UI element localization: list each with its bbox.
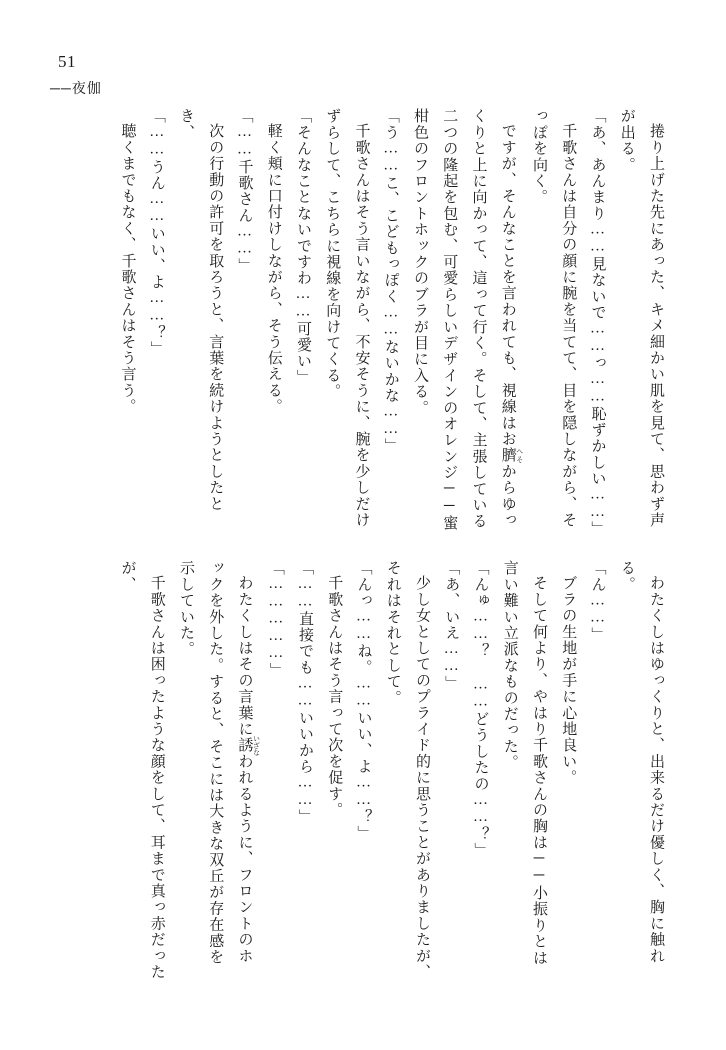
paragraph: 千歌さんはそう言って次を促す。 — [326, 575, 343, 818]
paragraph: 「……………」 — [267, 560, 284, 679]
paragraph: 「ん……」 — [589, 560, 606, 643]
paragraph: 「あ、いえ……」 — [443, 560, 460, 692]
paragraph: そして何より、やはり千歌さんの胸は──小振りとは言い難い立派なものだった。 — [501, 560, 547, 966]
running-head: ──夜伽 — [50, 82, 102, 97]
paragraph: 「……直接でも……いいから……」 — [297, 560, 313, 826]
paragraph: 次の行動の許可を取ろうと、言葉を続けようとしたとき、 — [178, 108, 224, 512]
paragraph: 「んっ……ね。……いい、よ……？」 — [355, 560, 372, 842]
paragraph: 千歌さんは自分の顔に腕を当てて、目を隠しながら、そっぽを向く。 — [531, 108, 577, 528]
paragraph: 軽く頬に口付けしながら、そう伝える。 — [265, 123, 282, 415]
paragraph: わたくしはゆっくりと、出来るだけ優しく、胸に触れる。 — [618, 560, 664, 964]
paragraph: 「……うん……いい、よ……？」 — [148, 108, 165, 357]
ruby-heso: 臍 へそ — [499, 447, 524, 464]
paragraph: 「う……こ、こどもっぽく……ないかな……」 — [382, 108, 399, 455]
paragraph: ですが、そんなことを言われても、視線はお臍 へそからゆっくりと上に向かって、這って行く。そして、主張している二つの隆起を包む、可愛らしいデザインのオレンジ──蜜柑色のフロントホックのブラが目に入る。 — [412, 108, 524, 532]
body-text-bottom — [110, 560, 670, 980]
paragraph: 捲り上げた先にあった、キメ細かい肌を見て、思わず声が出る。 — [618, 108, 664, 528]
paragraph: 「んゅ……？ ……どうしたの……？」 — [472, 560, 489, 859]
body-text-top — [110, 108, 670, 538]
paragraph: わたくしはその言葉に誘 いざなわれるように、フロントのホックを外した。すると、そこには大きな双丘が存在感を示していた。 — [178, 560, 261, 965]
paragraph: 「あ、あんまり……見ないで……っ……恥ずかしい……」 — [589, 108, 606, 538]
ruby-izana: 誘 いざな — [236, 734, 261, 756]
paragraph: 「……千歌さん……」 — [236, 108, 253, 274]
paragraph: 千歌さんはそう言いながら、不安そうに、腕を少しだけずらして、こちらに視線を向けてくる。 — [324, 108, 370, 528]
page-number: 51 — [58, 52, 76, 71]
paragraph: 「そんなことないですわ……可愛い」 — [295, 108, 311, 386]
paragraph: 千歌さんは困ったような顔をして、耳まで真っ赤だったが、 — [119, 560, 165, 980]
paragraph: 聴くまでもなく、千歌さんはそう言う。 — [119, 123, 136, 415]
paragraph: 少し女としてのプライド的に思うことがありましたが、それはそれとして。 — [384, 560, 430, 980]
paragraph: ブラの生地が手に心地良い。 — [560, 575, 577, 786]
